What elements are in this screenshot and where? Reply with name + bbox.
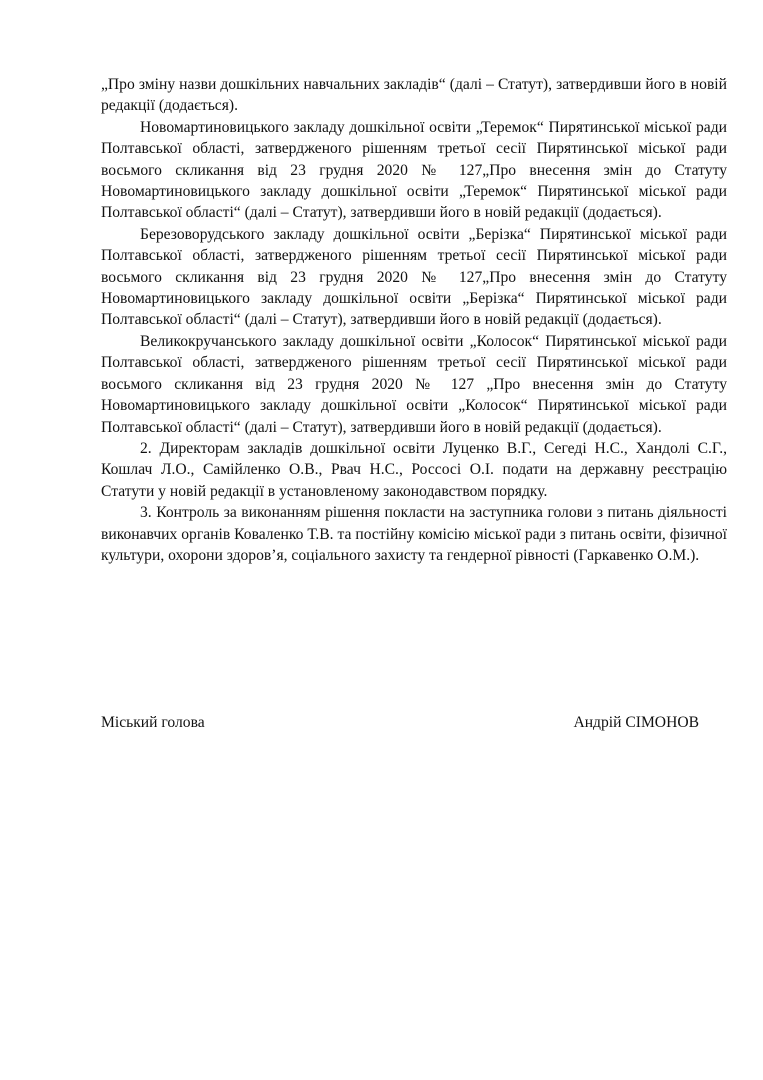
paragraph-item-3-control: 3. Контроль за виконанням рішення покласти на заступника голови з питань діяльності виконавчих органів Коваленко Т.В. та постійну комісію міської ради з питань освіти, фізичної культури, охорони здоров’я, соціального захисту та гендерної рівності (Гаркавенко О.М.). (101, 504, 727, 564)
paragraph-teremok: Новомартиновицького закладу дошкільної освіти „Теремок“ Пирятинської міської ради Полтавської області, затвердженого рішенням третьої сесії Пирятинської міської ради восьмого скликання від 23 грудня 2020 № 127„Про внесення змін до Статуту Новомартиновицького закладу дошкільної освіти „Теремок“ Пирятинської міської ради Полтавської області“ (далі – Статут), затвердивши його в новій редакції (додається). (101, 118, 727, 222)
signature-block (101, 712, 699, 733)
paragraph-kolosok: Великокручанського закладу дошкільної освіти „Колосок“ Пирятинської міської ради Полтавської області, затвердженого рішенням третьої сесії Пирятинської міської ради восьмого скликання від 23 грудня 2020 № 127 „Про внесення змін до Статуту Новомартиновицького закладу дошкільної освіти „Колосок“ Пирятинської міської ради Полтавської області“ (далі – Статут), затвердивши його в новій редакції (додається). (101, 332, 727, 436)
signature-name: Андрій СІМОНОВ (573, 714, 699, 731)
paragraph-item-2-registration: 2. Директорам закладів дошкільної освіти Луценко В.Г., Сегеді Н.С., Хандолі С.Г., Кошлач Л.О., Самійленко О.В., Рвач Н.С., Россосі О.І. подати на державну реєстрацію Статути у новій редакції в установленому законодавством порядку. (101, 439, 727, 500)
signature-position: Міський голова (101, 714, 205, 731)
document-body (101, 74, 727, 566)
paragraph-statute-continuation: „Про зміну назви дошкільних навчальних закладів“ (далі – Статут), затвердивши його в новій редакції (додається). (101, 76, 727, 115)
paragraph-berizka: Березоворудського закладу дошкільної освіти „Берізка“ Пирятинської міської ради Полтавської області, затвердженого рішенням третьої сесії Пирятинської міської ради восьмого скликання від 23 грудня 2020 № 127„Про внесення змін до Статуту Новомартиновицького закладу дошкільної освіти „Берізка“ Пирятинської міської ради Полтавської області“ (далі – Статут), затвердивши його в новій редакції (додається). (101, 225, 727, 329)
